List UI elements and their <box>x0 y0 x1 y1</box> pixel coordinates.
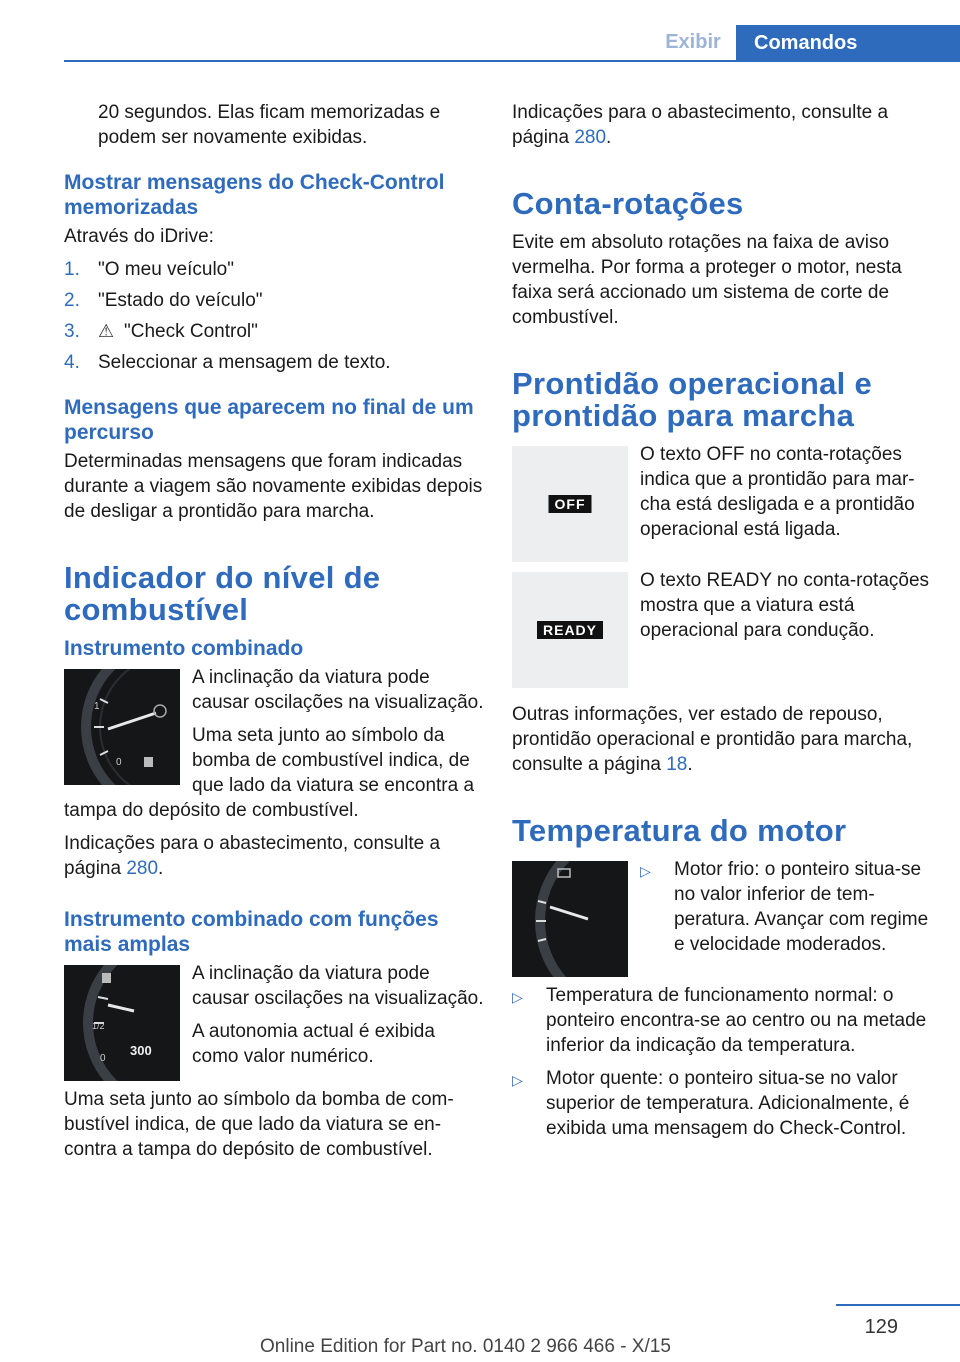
edition-footer: Online Edition for Part no. 0140 2 966 466 - X/15 <box>260 1336 671 1357</box>
bullet-triangle-icon: ▷ <box>640 863 651 879</box>
step-number: 1. <box>64 259 80 280</box>
amplas-text-2: A autonomia actual é exibida como valor numérico. <box>192 1021 435 1067</box>
instrumento-amplas-section <box>64 961 484 1087</box>
list-item <box>64 319 484 344</box>
off-badge: OFF <box>549 495 592 513</box>
heading-prontidao: Prontidão operacional e prontidão para marcha <box>512 366 873 433</box>
warning-triangle-icon: ⚠ <box>98 321 115 341</box>
list-item <box>64 350 484 375</box>
temperatura-section <box>512 857 932 983</box>
step-text: "Check Control" <box>124 321 258 342</box>
ready-indicator-image <box>512 572 628 688</box>
gauge-one-label: 1 <box>94 701 100 712</box>
gauge-half-label: 1/2 <box>92 1021 105 1031</box>
list-item <box>640 857 932 957</box>
instrumento-text-2: Uma seta junto ao símbolo da bomba de combustível indica, de que lado da viatura se encontra a tampa do depósito de combustível. <box>64 725 475 821</box>
page-link-280[interactable]: 280 <box>574 127 607 148</box>
temperature-list-continued <box>512 983 932 1141</box>
list-item <box>512 1066 932 1141</box>
page-header <box>0 0 960 62</box>
heading-conta-rotacoes: Conta-rotações <box>512 186 744 221</box>
tab-comandos[interactable]: Comandos <box>736 25 960 62</box>
ready-text: O texto READY no conta-rotações mostra que a viatura está operacional para condução. <box>640 570 930 641</box>
instrumento-section <box>64 665 484 831</box>
idrive-steps <box>64 257 484 375</box>
page-link-18[interactable]: 18 <box>666 754 688 775</box>
left-column <box>64 100 484 1170</box>
heading-instrumento-amplas: Instrumento combinado com funções mais amplas <box>64 908 439 956</box>
step-number: 4. <box>64 352 80 373</box>
heading-mostrar-mensagens: Mostrar mensagens do Check-Control memorizadas <box>64 171 445 219</box>
temperature-gauge-image <box>512 861 628 977</box>
off-indicator-image <box>512 446 628 562</box>
bullet-triangle-icon: ▷ <box>512 1072 523 1088</box>
via-idrive-text: Através do iDrive: <box>64 226 214 247</box>
step-text: Seleccionar a mensagem de texto. <box>98 352 391 373</box>
footer-divider <box>836 1304 960 1306</box>
heading-mensagens-percurso: Mensagens que aparecem no final de um percurso <box>64 396 474 444</box>
heading-instrumento-combinado: Instrumento combinado <box>64 637 304 660</box>
heading-temperatura-motor: Temperatura do motor <box>512 813 847 848</box>
off-section <box>512 442 932 568</box>
gauge-zero-label: 0 <box>100 1053 106 1064</box>
bullet-triangle-icon: ▷ <box>512 989 523 1005</box>
gauge-zero-label: 0 <box>116 757 122 768</box>
fuel-gauge-image <box>64 669 180 785</box>
list-item <box>512 983 932 1058</box>
mensagens-text: Determinadas mensagens que foram indicadas durante a viagem são novamente exibidas depois de desligar a prontidão para marcha. <box>64 451 483 522</box>
step-text: "O meu veículo" <box>98 259 234 280</box>
page-number: 129 <box>864 1316 898 1338</box>
amplas-text-3: Uma seta junto ao símbolo da bomba de combustível indica, de que lado da viatura se encontra a tampa do depósito de combustível. <box>64 1089 454 1160</box>
step-number: 3. <box>64 321 80 342</box>
bullet-text: Motor quente: o ponteiro situa-se no valor superior de temperatura. Adicionalmente, é exibida uma mensagem do Check-Control. <box>546 1068 910 1139</box>
step-text: "Estado do veículo" <box>98 290 263 311</box>
page-link-280[interactable]: 280 <box>126 858 159 879</box>
header-divider <box>64 60 960 62</box>
heading-indicador-combustivel: Indicador do nível de combustível <box>64 560 381 627</box>
intro-text: 20 segundos. Elas ficam memorizadas e podem ser novamente exibidas. <box>98 102 441 148</box>
ready-section <box>512 568 932 694</box>
step-number: 2. <box>64 290 80 311</box>
tab-exibir[interactable]: Exibir <box>665 31 721 53</box>
instrumento-text-1: A inclinação da viatura pode causar oscilações na visualização. <box>192 667 484 713</box>
conta-rotacoes-text: Evite em absoluto rotações na faixa de aviso vermelha. Por forma a proteger o motor, nesta faixa será accionado um sistema de corte de combustível. <box>512 232 902 328</box>
range-value: 300 <box>130 1043 152 1058</box>
instrumento-abastecimento: Indicações para o abastecimento, consulte a página 280. <box>64 833 441 879</box>
bullet-text: Temperatura de funcionamento normal: o ponteiro encontra-se ao centro ou na metade inferior da indicação da temperatura. <box>546 985 927 1056</box>
list-item <box>64 288 484 313</box>
outras-informacoes: Outras informações, ver estado de repouso, prontidão operacional e prontidão para marcha, consulte a página 18. <box>512 704 913 775</box>
amplas-text-1: A inclinação da viatura pode causar oscilações na visualização. <box>192 963 484 1009</box>
right-column <box>512 100 932 1149</box>
fuel-gauge-range-image <box>64 965 180 1081</box>
abastecimento-text: Indicações para o abastecimento, consulte a página 280. <box>512 102 889 148</box>
bullet-text: Motor frio: o ponteiro situa-se no valor inferior de temperatura. Avançar com regime e velocidade moderados. <box>674 859 929 955</box>
ready-badge: READY <box>537 621 603 639</box>
list-item <box>64 257 484 282</box>
off-text: O texto OFF no conta-rotações indica que a prontidão para marcha está desligada e a prontidão operacional está ligada. <box>640 444 915 540</box>
